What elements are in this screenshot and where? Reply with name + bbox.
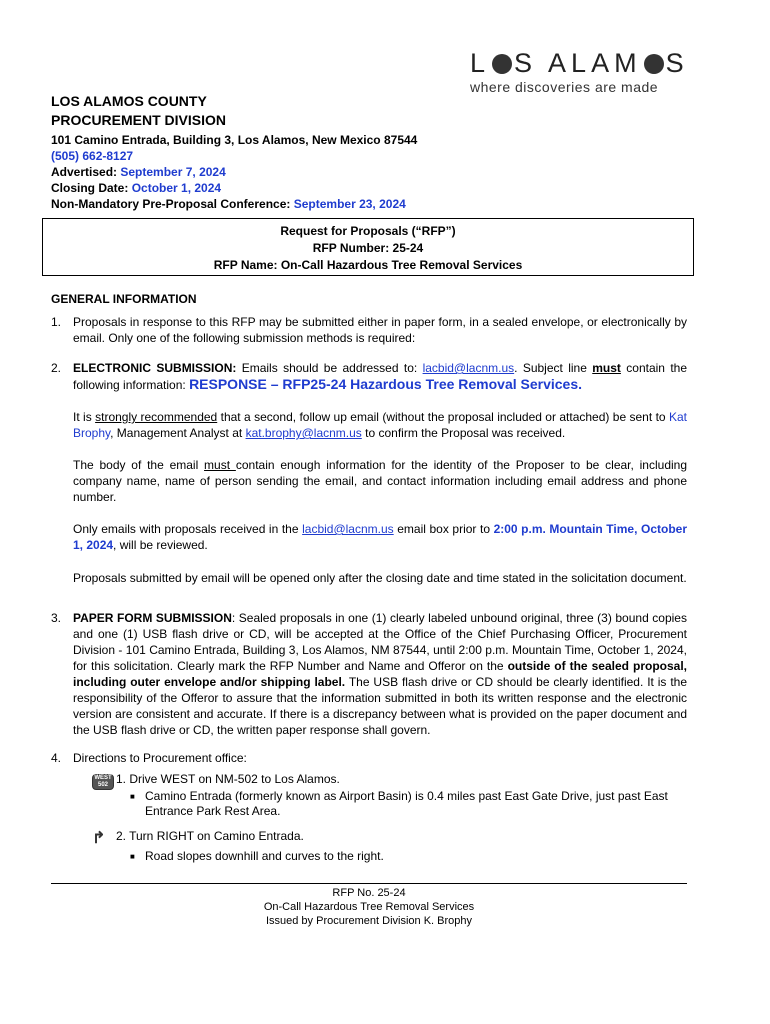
direction-step-1-note: ■ Camino Entrada (formerly known as Airport Basin) is 0.4 miles past East Gate Drive, just past East Entrance Park Rest Area. (130, 789, 668, 818)
header-block (51, 92, 471, 212)
rfp-name: RFP Name: On-Call Hazardous Tree Removal Services (213, 258, 523, 272)
conference-line: Non-Mandatory Pre-Proposal Conference: September 23, 2024 (51, 197, 406, 211)
contact-email-link[interactable]: kat.brophy@lacnm.us (245, 426, 362, 440)
page-footer: RFP No. 25-24 On-Call Hazardous Tree Removal Services Issued by Procurement Division K. Brophy (263, 887, 475, 927)
address: 101 Camino Entrada, Building 3, Los Alamos, New Mexico 87544 (51, 133, 418, 147)
direction-step-1: WEST 502 1. Drive WEST on NM-502 to Los Alamos. (92, 771, 692, 790)
division-name: PROCUREMENT DIVISION (51, 112, 227, 128)
contact-name-link[interactable]: Kat Brophy (73, 410, 687, 440)
county-name: LOS ALAMOS COUNTY (51, 93, 207, 109)
direction-step-2: ↱ 2. Turn RIGHT on Camino Entrada. (92, 829, 304, 847)
advertised-line: Advertised: September 7, 2024 (51, 165, 226, 179)
list-item-2: 2. ELECTRONIC SUBMISSION: Emails should be addressed to: lacbid@lacnm.us. Subject line must contain the following information: RESPONSE – RFP25-24 Hazardous Tree Removal Services. It is strongly recommended that a second, follow up email (without the proposal included or attached) be sent to Kat Brophy, Management Analyst at kat.brophy@lacnm.us to confirm the Proposal was received. The body of the email must contain enough information for the identity of the Proposer to be clear, including company name, name of person sending the email, and contact information including email address and phone number. Only emails with proposals received in the lacbid@lacnm.us email box prior to 2:00 p.m. Mountain Time, October 1, 2024, will be reviewed. Proposals submitted by email will be opened only after the closing date and time stated in the solicitation document. (51, 361, 688, 585)
closing-line: Closing Date: October 1, 2024 (51, 181, 222, 195)
rfp-title-box (42, 218, 694, 276)
footer-divider (51, 883, 687, 884)
phone: (505) 662-8127 (51, 149, 134, 163)
bid-email-link[interactable]: lacbid@lacnm.us (422, 361, 515, 375)
logo-tagline: where discoveries are made (470, 79, 659, 95)
logo-wordmark: L S ALAM S (470, 48, 689, 78)
logo-leaf-icon (644, 54, 664, 74)
los-alamos-logo (470, 48, 695, 108)
list-item-3: 3. PAPER FORM SUBMISSION: Sealed proposals in one (1) clearly labeled unbound original, three (3) bound copies and one (1) USB flash drive or CD, will be accepted at the Office of the Chief Purchasing Officer, Procurement Division - 101 Camino Entrada, Building 3, Los Alamos, NM 87544, until 2:00 p.m. Mountain Time, October 1, 2024, for this solicitation. Clearly mark the RFP Number and Name and Offeror on the outside of the sealed proposal, including outer envelope and/or shipping label. The USB flash drive or CD should be clearly identified. It is the responsibility of the Offeror to assure that the information submitted in both its written response and the electronic version are consistent and accurate. If there is a discrepancy between what is provided on the paper document and the USB flash drive or CD, the written paper response shall govern. (51, 611, 688, 737)
logo-seal-icon (492, 54, 512, 74)
list-item-4: 4. Directions to Procurement office: (51, 751, 247, 765)
rfp-heading: Request for Proposals (“RFP”) (280, 224, 456, 238)
highway-shield-icon: WEST 502 (92, 774, 114, 790)
list-item-1: 1. Proposals in response to this RFP may be submitted either in paper form, in a sealed envelope, or electronically by email. Only one of the following submission methods is required: (51, 315, 687, 345)
rfp-number: RFP Number: 25-24 (312, 241, 424, 255)
direction-step-2-note: ■ Road slopes downhill and curves to the right. (130, 849, 384, 863)
subject-line: RESPONSE – RFP25-24 Hazardous Tree Removal Services. (189, 376, 583, 392)
bid-email-link-2[interactable]: lacbid@lacnm.us (302, 522, 394, 536)
section-title: GENERAL INFORMATION (51, 292, 197, 306)
turn-right-arrow-icon: ↱ (92, 830, 106, 847)
